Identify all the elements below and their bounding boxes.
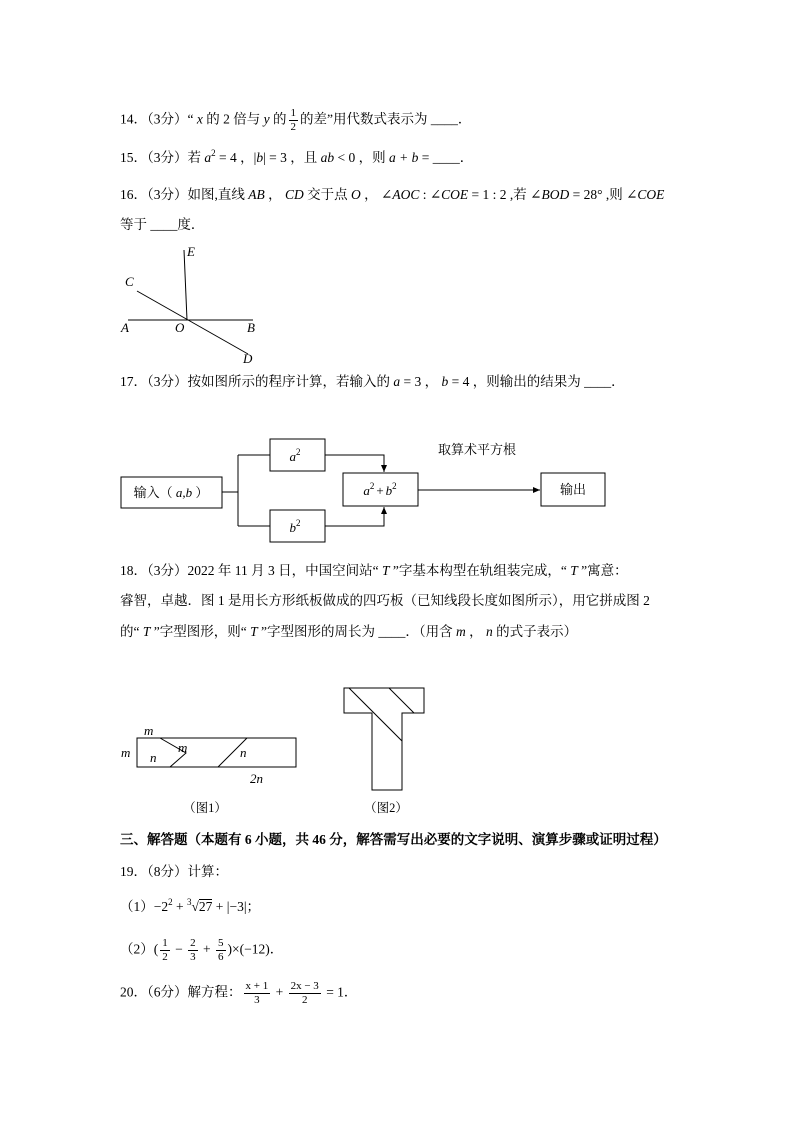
fraction-3: $\frac{5}{6}$ bbox=[218, 937, 224, 963]
question-16-line-2: 等于 ____度． bbox=[120, 217, 205, 232]
question-18-line-3: 的“ T ”字型图形，则“ T ”字型图形的周长为 ____．（用含 m ， n 的式子表示） bbox=[120, 624, 578, 639]
question-17: 17．（3分）按如图所示的程序计算，若输入的 a = 3 ， b = 4 ，则输出的结果为 ____． bbox=[120, 374, 625, 389]
label-e: E bbox=[187, 244, 195, 259]
q17-answer-blank: ____ bbox=[584, 374, 612, 389]
fig1-n-right: n bbox=[240, 745, 247, 760]
fig1-m-top: m bbox=[144, 723, 154, 738]
label-c: C bbox=[125, 274, 134, 289]
sqrt-label: 取算术平方根 bbox=[437, 442, 517, 457]
flowchart-labels bbox=[134, 442, 586, 535]
q18-label: 18．（3分）2022 年 11 月 3 日，中国空间站“ bbox=[120, 563, 382, 578]
fig1-m-mid: m bbox=[178, 740, 188, 755]
question-15: 15．（3分）若 $a^2 = 4$ ，|b| = 3 ，且 ab < 0 ，则 a + b = ____． bbox=[120, 148, 474, 165]
label-b: B bbox=[247, 320, 255, 335]
fraction-2: $\frac{2}{3}$ bbox=[190, 937, 196, 963]
fraction-1: $\frac{1}{2}$ bbox=[162, 937, 168, 963]
sum-box bbox=[343, 473, 418, 506]
q14-text-3: 的差”用代数式表示为 bbox=[300, 111, 431, 127]
q14-fraction: $\frac{1}{2}$ bbox=[290, 107, 296, 133]
output-box bbox=[541, 473, 605, 506]
q14-label: 14．（3分）“ bbox=[120, 111, 197, 127]
figure-1 bbox=[137, 738, 296, 767]
question-19-part-2: （2）( $\frac{1}{2}$ − $\frac{2}{3}$ + $\frac{5}{6}$ )×(−12)． bbox=[120, 937, 284, 963]
q20-fraction-1: $\frac{x + 1}{3}$ bbox=[245, 980, 269, 1006]
q20-fraction-2: $\frac{2x - 3}{2}$ bbox=[290, 980, 319, 1006]
cube-root-index: 3 bbox=[187, 897, 192, 907]
question-16: 16．（3分）如图,直线 AB ， CD 交于点 O ， ∠AOC : ∠COE = 1 : 2 ,若 ∠BOD = 28° ,则 ∠COE bbox=[120, 187, 665, 202]
fig1-caption: （图1） bbox=[183, 801, 227, 815]
q16-answer-blank: ____ bbox=[150, 217, 178, 232]
question-18-line-1: 18．（3分）2022 年 11 月 3 日，中国空间站“ T ”字基本构型在轨组装完成，“ T ”寓意： bbox=[120, 563, 628, 578]
fig2-caption: （图2） bbox=[364, 801, 408, 815]
b-squared-box bbox=[270, 510, 325, 542]
question-20: 20．（6分）解方程： $\frac{x + 1}{3}$ + $\frac{2x - 3}{2}$ = 1． bbox=[120, 980, 358, 1006]
q17-label: 17．（3分）按如图所示的程序计算，若输入的 bbox=[120, 374, 394, 389]
line-cd bbox=[137, 291, 248, 354]
q16-label: 16．（3分）如图,直线 bbox=[120, 187, 249, 202]
q15-label: 15．（3分）若 bbox=[120, 150, 205, 165]
q20-label: 20．（6分）解方程： bbox=[120, 984, 242, 1000]
fig1-n-left: n bbox=[150, 750, 157, 765]
a-squared-box bbox=[270, 439, 325, 471]
label-o: O bbox=[175, 320, 185, 335]
question-19: 19．（8分）计算： bbox=[120, 864, 228, 879]
q14-answer-blank: ____ bbox=[430, 111, 458, 127]
question-18-line-2: 睿智，卓越．图 1 是用长方形纸板做成的四巧板（已知线段长度如图所示），用它拼成图 2 bbox=[120, 593, 650, 608]
angle-labels bbox=[120, 244, 255, 366]
fig1-m-left: m bbox=[121, 745, 131, 760]
a-squared-text: $a^2$ bbox=[289, 447, 301, 464]
question-19-part-1: $(1)-2^2 + ^3√27 + |-3|$； bbox=[120, 897, 261, 914]
line-oe bbox=[184, 250, 187, 320]
question-14: 14．（3分）“ x 的 2 倍与 y 的 $\frac{1}{2}$ 的差”用代数式表示为 ____． bbox=[120, 107, 472, 133]
label-d: D bbox=[243, 351, 253, 366]
input-box bbox=[121, 477, 222, 508]
section-heading: 三、解答题（本题有 6 小题，共 46 分，解答需写出必要的文字说明、演算步骤或证明过程） bbox=[120, 832, 667, 847]
flowchart bbox=[121, 439, 605, 542]
q14-text-1: 的 2 倍与 bbox=[202, 111, 264, 127]
fig1-2n: 2n bbox=[250, 771, 263, 786]
q14-x: x bbox=[196, 111, 203, 127]
root-sign-icon: √ bbox=[191, 899, 199, 914]
label-a: A bbox=[121, 320, 129, 335]
q15-answer-blank: ____ bbox=[432, 150, 460, 165]
q14-y: y bbox=[263, 111, 270, 127]
figure-2 bbox=[344, 688, 424, 790]
q14-text-2: 的 bbox=[269, 111, 287, 127]
figure-1-labels bbox=[121, 723, 263, 786]
output-text: 输出 bbox=[559, 482, 587, 497]
q18-answer-blank: ____ bbox=[378, 624, 406, 639]
b-squared-text: $b^2$ bbox=[289, 518, 301, 535]
sum-text: $a^2 + b^2$ bbox=[363, 481, 397, 498]
input-text: 输入（ a,b ） bbox=[133, 485, 209, 500]
angle-figure bbox=[128, 250, 253, 354]
